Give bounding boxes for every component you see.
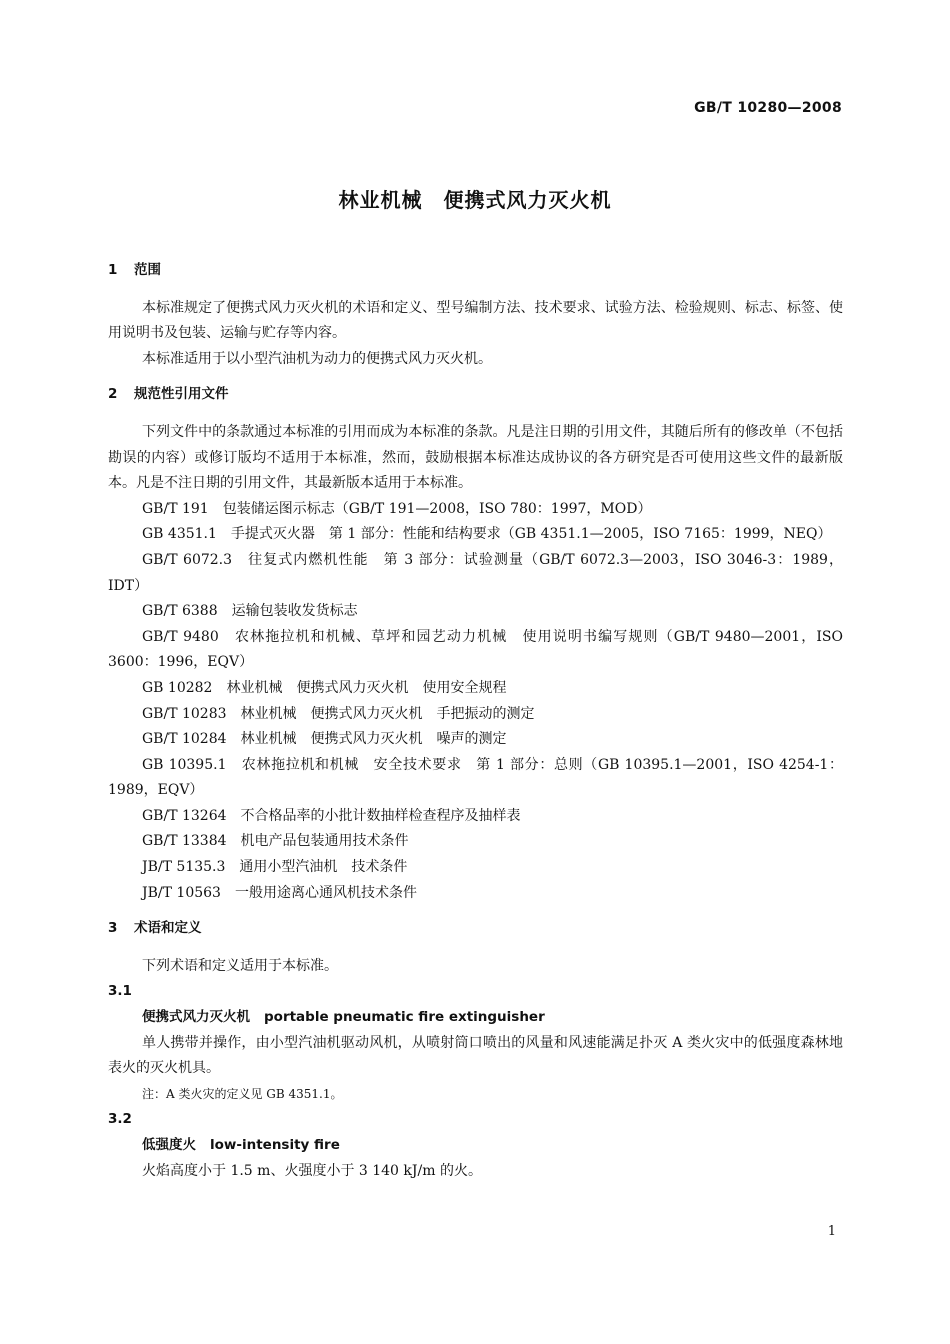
reference-item: JB/T 5135.3 通用小型汽油机 技术条件 — [142, 859, 408, 876]
term-definition: 单人携带并操作，由小型汽油机驱动风机，从喷射筒口喷出的风量和风速能满足扑灭 A 类火灾中的低强度森林地表火的灭火机具。 — [108, 1034, 843, 1077]
term-definition: 火焰高度小于 1.5 m、火强度小于 3 140 kJ/m 的火。 — [142, 1162, 482, 1179]
document-title: 林业机械 便携式风力灭火机 — [338, 188, 612, 212]
reference-item: GB/T 10283 林业机械 便携式风力灭火机 手把振动的测定 — [142, 705, 535, 722]
reference-item: GB/T 6388 运输包装收发货标志 — [142, 603, 358, 620]
reference-item: GB/T 13384 机电产品包装通用技术条件 — [142, 833, 409, 850]
reference-item: GB/T 6072.3 往复式内燃机性能 第 3 部分：试验测量（GB/T 6072.3—2003，ISO 3046-3：1989，IDT） — [108, 551, 843, 594]
paragraph: 本标准规定了便携式风力灭火机的术语和定义、型号编制方法、技术要求、试验方法、检验规则、标志、标签、使用说明书及包装、运输与贮存等内容。 — [108, 299, 843, 342]
term-heading — [108, 1005, 843, 1031]
term-heading — [108, 1133, 843, 1159]
section-number: 1 — [108, 262, 118, 278]
reference-item: GB/T 9480 农林拖拉机和机械、草坪和园艺动力机械 使用说明书编写规则（GB/T 9480—2001，ISO 3600：1996，EQV） — [108, 628, 843, 671]
reference-item: GB/T 10284 林业机械 便携式风力灭火机 噪声的测定 — [142, 731, 507, 748]
paragraph: 下列文件中的条款通过本标准的引用而成为本标准的条款。凡是注日期的引用文件，其随后所有的修改单（不包括勘误的内容）或修订版均不适用于本标准，然而，鼓励根据本标准达成协议的各方研究是否可使用这些文件的最新版本。凡是不注日期的引用文件，其最新版本适用于本标准。 — [108, 423, 843, 492]
reference-item: GB/T 13264 不合格品率的小批计数抽样检查程序及抽样表 — [142, 807, 521, 824]
term-en: portable pneumatic fire extinguisher — [264, 1009, 545, 1026]
section-3-heading — [108, 916, 843, 942]
reference-item: GB 10395.1 农林拖拉机和机械 安全技术要求 第 1 部分：总则（GB 10395.1—2001，ISO 4254-1：1989，EQV） — [108, 756, 843, 799]
paragraph: 下列术语和定义适用于本标准。 — [142, 957, 338, 974]
section-1-heading — [108, 258, 843, 284]
section-title: 术语和定义 — [134, 920, 202, 937]
term-note: 注：A 类火灾的定义见 GB 4351.1。 — [142, 1086, 343, 1101]
section-number: 2 — [108, 386, 118, 403]
term-number: 3.1 — [108, 983, 132, 1000]
term-number: 3.2 — [108, 1111, 132, 1128]
standard-code: GB/T 10280—2008 — [694, 100, 842, 116]
section-title: 规范性引用文件 — [134, 386, 229, 403]
reference-item: JB/T 10563 一般用途离心通风机技术条件 — [142, 884, 417, 901]
page-number: 1 — [827, 1224, 836, 1239]
section-number: 3 — [108, 920, 118, 937]
paragraph: 本标准适用于以小型汽油机为动力的便携式风力灭火机。 — [142, 350, 492, 367]
term-en: low-intensity fire — [210, 1137, 340, 1153]
term-zh: 便携式风力灭火机 — [142, 1009, 250, 1026]
section-title: 范围 — [134, 262, 161, 278]
document-body — [108, 258, 843, 1184]
reference-item: GB 4351.1 手提式灭火器 第 1 部分：性能和结构要求（GB 4351.1—2005，ISO 7165：1999，NEQ） — [142, 526, 832, 543]
term-zh: 低强度火 — [142, 1137, 196, 1153]
reference-item: GB 10282 林业机械 便携式风力灭火机 使用安全规程 — [142, 679, 507, 696]
section-2-heading — [108, 382, 843, 408]
reference-item: GB/T 191 包装储运图示标志（GB/T 191—2008，ISO 780：1997，MOD） — [142, 500, 652, 517]
